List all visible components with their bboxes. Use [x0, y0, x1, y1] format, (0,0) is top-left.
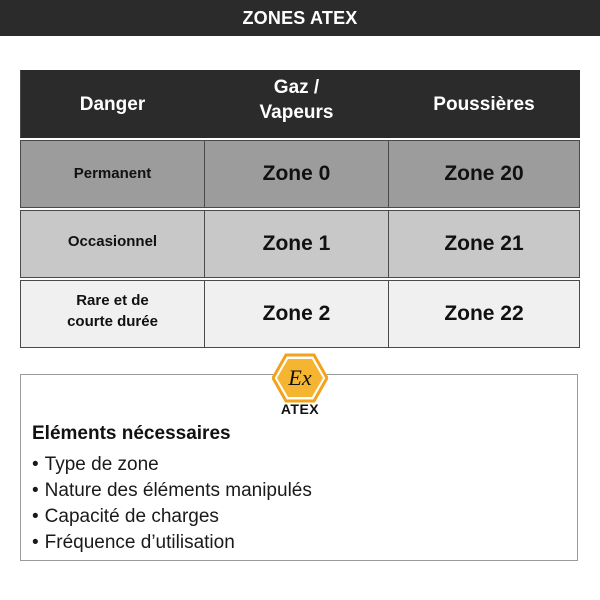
dust-zone-cell: Zone 20 [389, 140, 580, 208]
table-row-permanent-danger [20, 140, 205, 208]
list-item: • Type de zone [32, 454, 159, 475]
gas-zone-cell: Zone 0 [205, 140, 389, 208]
table-row-occasional-danger [20, 210, 205, 278]
requirements-list [32, 452, 312, 556]
list-item: • Nature des éléments manipulés [32, 480, 312, 501]
atex-zones-table [20, 70, 580, 346]
header-gas-line2: Vapeurs [259, 102, 334, 123]
title-bar [0, 0, 600, 36]
table-row-rare-danger [20, 280, 205, 348]
danger-label-line1: Rare et de [76, 292, 149, 309]
dust-zone-cell: Zone 22 [389, 280, 580, 348]
gas-zone-cell: Zone 1 [205, 210, 389, 278]
dust-zone-cell: Zone 21 [389, 210, 580, 278]
header-gas-line1: Gaz / [273, 77, 320, 98]
header-danger: Danger [20, 70, 205, 138]
danger-label-line2: courte durée [67, 313, 158, 330]
atex-label: ATEX [280, 401, 320, 417]
header-dust: Poussières [389, 70, 580, 138]
gas-zone-cell: Zone 2 [205, 280, 389, 348]
danger-label: Permanent [73, 164, 152, 182]
list-item: • Fréquence d’utilisation [32, 532, 235, 553]
ex-symbol: Ex [288, 365, 312, 390]
requirements-title: Eléments nécessaires [32, 423, 231, 444]
header-gas-vapours [205, 70, 389, 138]
ex-hexagon-icon [272, 353, 328, 403]
list-item: • Capacité de charges [32, 506, 219, 527]
page-title: ZONES ATEX [242, 7, 358, 28]
danger-label: Occasionnel [67, 232, 158, 250]
